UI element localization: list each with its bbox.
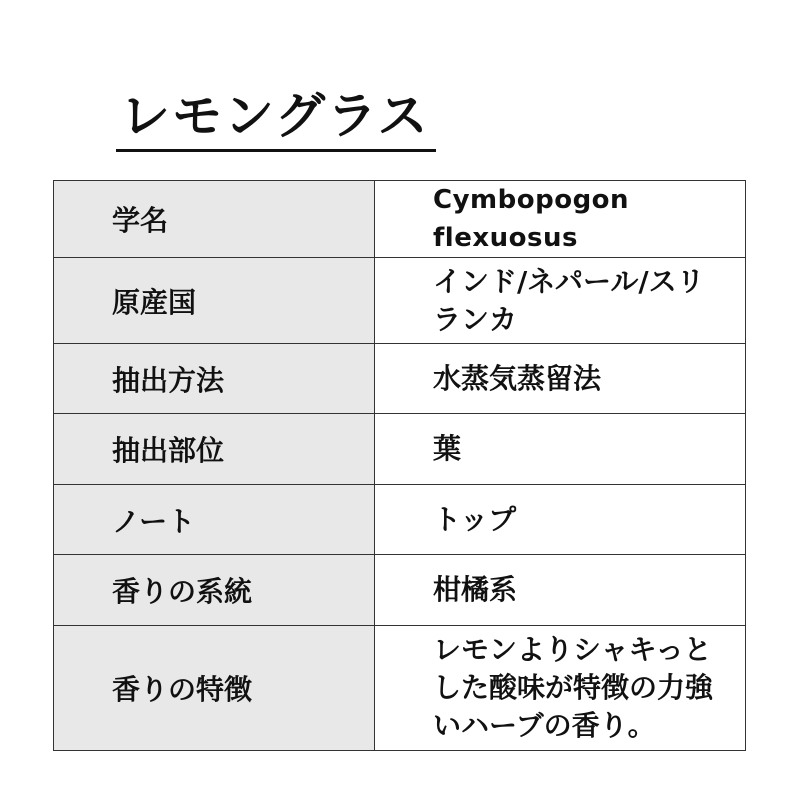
row-value: トップ bbox=[375, 485, 746, 555]
table-row bbox=[54, 181, 746, 258]
spec-table bbox=[53, 180, 746, 751]
row-label: 香りの特徴 bbox=[54, 626, 375, 751]
table-row bbox=[54, 626, 746, 751]
table-row bbox=[54, 414, 746, 485]
table-row bbox=[54, 344, 746, 414]
row-value: 水蒸気蒸留法 bbox=[375, 344, 746, 414]
row-label: 抽出部位 bbox=[54, 414, 375, 485]
row-label: 学名 bbox=[54, 181, 375, 258]
page-title: レモングラス bbox=[120, 87, 430, 145]
table-row bbox=[54, 258, 746, 344]
table-row bbox=[54, 485, 746, 555]
row-value: Cymbopogon flexuosus bbox=[375, 181, 746, 258]
title-underline bbox=[116, 149, 436, 152]
row-value: レモンよりシャキっとした酸味が特徴の力強いハーブの香り。 bbox=[375, 626, 746, 751]
row-label: 香りの系統 bbox=[54, 555, 375, 626]
row-value: インド/ネパール/スリランカ bbox=[375, 258, 746, 344]
row-value: 葉 bbox=[375, 414, 746, 485]
table-row bbox=[54, 555, 746, 626]
row-label: 抽出方法 bbox=[54, 344, 375, 414]
row-label: 原産国 bbox=[54, 258, 375, 344]
row-label: ノート bbox=[54, 485, 375, 555]
row-value: 柑橘系 bbox=[375, 555, 746, 626]
